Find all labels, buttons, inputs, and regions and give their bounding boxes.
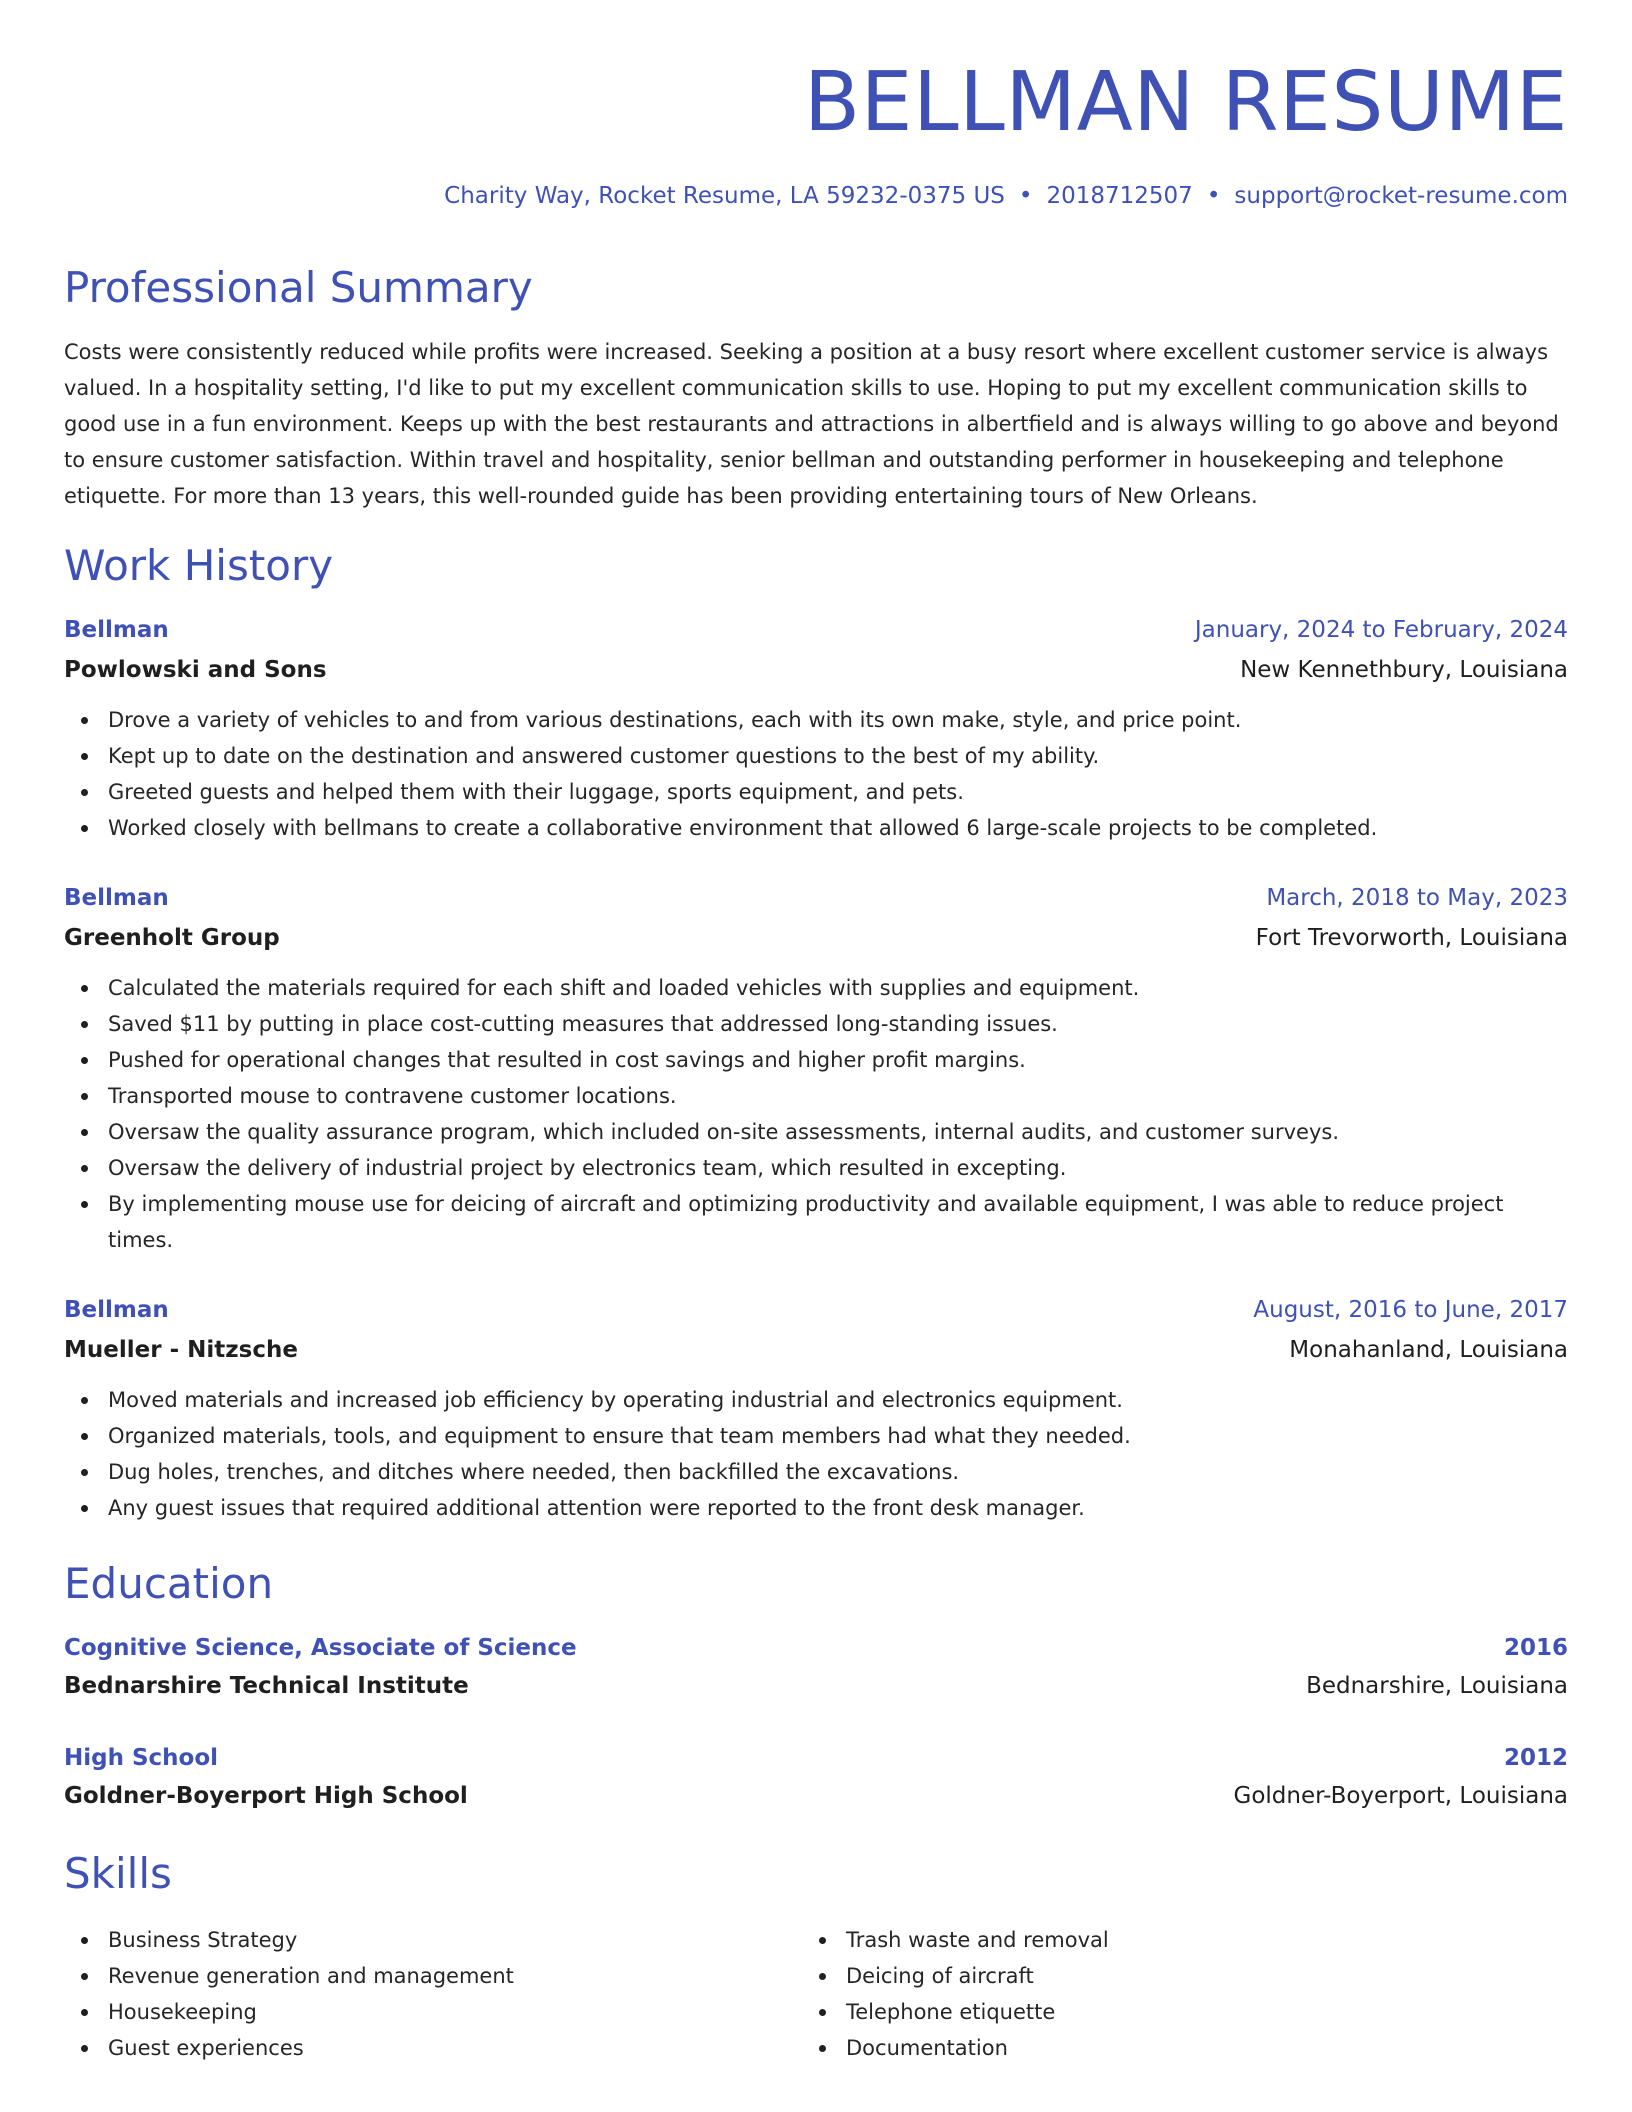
list-item: Worked closely with bellmans to create a collaborative environment that allowed 6 large-scale projects to be completed. <box>108 810 1538 846</box>
contact-email: support@rocket-resume.com <box>1234 183 1568 209</box>
education-year: 2016 <box>1503 1635 1568 1661</box>
job-header <box>64 612 1568 648</box>
list-item: Any guest issues that required additional attention were reported to the front desk manager. <box>108 1490 1538 1526</box>
list-item: Moved materials and increased job efficiency by operating industrial and electronics equipment. <box>108 1382 1538 1418</box>
skill-item: Business Strategy <box>108 1922 808 1958</box>
skill-item: Documentation <box>846 2030 1546 2066</box>
list-item: Saved $11 by putting in place cost-cutting measures that addressed long-standing issues. <box>108 1006 1538 1042</box>
job-company: Mueller - Nitzsche <box>64 1337 298 1363</box>
list-item: Greeted guests and helped them with their luggage, sports equipment, and pets. <box>108 774 1538 810</box>
job-dates: March, 2018 to May, 2023 <box>1266 885 1568 911</box>
list-item: Dug holes, trenches, and ditches where needed, then backfilled the excavations. <box>108 1454 1538 1490</box>
job-dates: August, 2016 to June, 2017 <box>1253 1297 1568 1323</box>
education-year: 2012 <box>1503 1745 1568 1771</box>
list-item: Transported mouse to contravene customer locations. <box>108 1078 1538 1114</box>
list-item: Kept up to date on the destination and answered customer questions to the best of my ability. <box>108 738 1538 774</box>
contact-line <box>444 180 1568 212</box>
job-location: New Kennethbury, Louisiana <box>1240 657 1568 683</box>
contact-separator: • <box>1018 183 1033 209</box>
job-company: Greenholt Group <box>64 925 280 951</box>
list-item: Oversaw the quality assurance program, which included on-site assessments, internal audits, and customer surveys. <box>108 1114 1538 1150</box>
job-company: Powlowski and Sons <box>64 657 327 683</box>
resume-name: BELLMAN RESUME <box>803 55 1568 150</box>
skill-item: Housekeeping <box>108 1994 808 2030</box>
list-item: Pushed for operational changes that resulted in cost savings and higher profit margins. <box>108 1042 1538 1078</box>
job-location: Fort Trevorworth, Louisiana <box>1255 925 1568 951</box>
contact-address: Charity Way, Rocket Resume, LA 59232-0375 US <box>444 183 1005 209</box>
job-location: Monahanland, Louisiana <box>1289 1337 1568 1363</box>
job-bullet-list <box>108 1382 1538 1526</box>
list-item: Drove a variety of vehicles to and from various destinations, each with its own make, style, and price point. <box>108 702 1538 738</box>
job-title: Bellman <box>64 1297 169 1323</box>
education-location: Bednarshire, Louisiana <box>1306 1673 1568 1699</box>
job-header <box>64 880 1568 916</box>
job-title: Bellman <box>64 617 169 643</box>
education-location: Goldner-Boyerport, Louisiana <box>1233 1783 1568 1809</box>
education-header <box>64 1630 1568 1666</box>
education-school: Goldner-Boyerport High School <box>64 1783 468 1809</box>
list-item: Calculated the materials required for each shift and loaded vehicles with supplies and equipment. <box>108 970 1538 1006</box>
education-subheader <box>64 1668 1568 1704</box>
job-subheader <box>64 1332 1568 1368</box>
list-item: By implementing mouse use for deicing of aircraft and optimizing productivity and available equipment, I was able to reduce project times. <box>108 1186 1538 1258</box>
job-subheader <box>64 920 1568 956</box>
skill-item: Revenue generation and management <box>108 1958 808 1994</box>
summary-heading: Professional Summary <box>64 263 533 312</box>
job-header <box>64 1292 1568 1328</box>
education-degree: High School <box>64 1745 219 1771</box>
skills-list-left <box>108 1922 808 2066</box>
skill-item: Guest experiences <box>108 2030 808 2066</box>
job-bullet-list <box>108 702 1538 846</box>
work-history-heading: Work History <box>64 541 334 590</box>
education-degree: Cognitive Science, Associate of Science <box>64 1635 577 1661</box>
education-subheader <box>64 1778 1568 1814</box>
contact-phone: 2018712507 <box>1046 183 1193 209</box>
education-school: Bednarshire Technical Institute <box>64 1673 469 1699</box>
skills-heading: Skills <box>64 1849 172 1898</box>
skills-list-right <box>846 1922 1546 2066</box>
job-dates: January, 2024 to February, 2024 <box>1194 617 1568 643</box>
education-header <box>64 1740 1568 1776</box>
education-heading: Education <box>64 1559 274 1608</box>
contact-separator: • <box>1206 183 1221 209</box>
skill-item: Telephone etiquette <box>846 1994 1546 2030</box>
job-title: Bellman <box>64 885 169 911</box>
job-subheader <box>64 652 1568 688</box>
list-item: Organized materials, tools, and equipment to ensure that team members had what they needed. <box>108 1418 1538 1454</box>
job-bullet-list <box>108 970 1538 1258</box>
list-item: Oversaw the delivery of industrial project by electronics team, which resulted in excepting. <box>108 1150 1538 1186</box>
skill-item: Deicing of aircraft <box>846 1958 1546 1994</box>
skill-item: Trash waste and removal <box>846 1922 1546 1958</box>
summary-text: Costs were consistently reduced while profits were increased. Seeking a position at a busy resort where excellent customer service is always valued. In a hospitality setting, I'd like to put my excellent communication skills to use. Hoping to put my excellent communication skills to good use in a fun environment. Keeps up with the best restaurants and attractions in albertfield and is always willing to go above and beyond to ensure customer satisfaction. Within travel and hospitality, senior bellman and outstanding performer in housekeeping and telephone etiquette. For more than 13 years, this well-rounded guide has been providing entertaining tours of New Orleans. <box>64 340 1559 508</box>
